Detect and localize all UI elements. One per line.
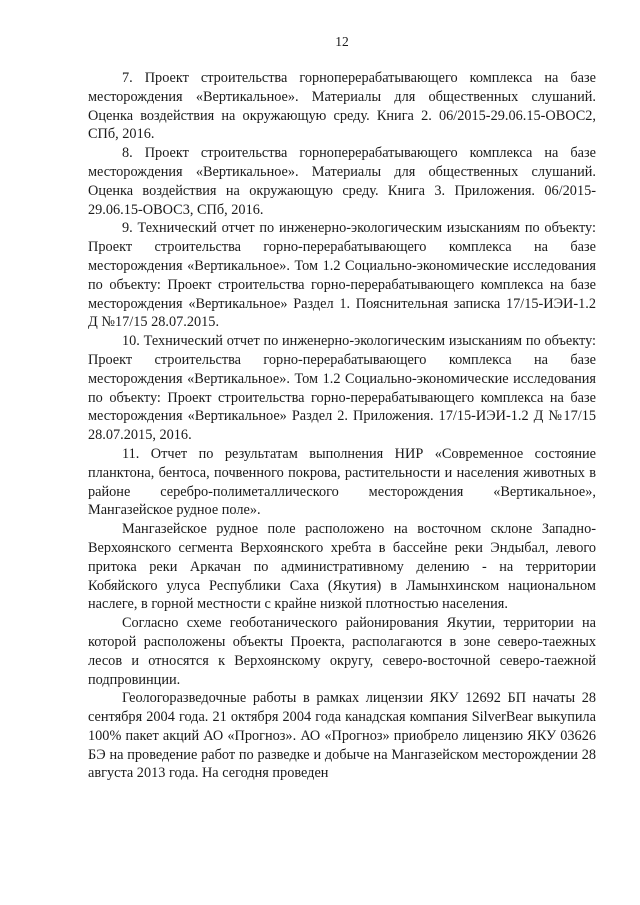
reference-item-9: 9. Технический отчет по инженерно-экологическим изысканиям по объекту: Проект строительства горно-перерабатывающего комплекса на базе месторождения «Вертикальное». Том 1.2 Социально-экономические исследования по объекту: Проект строительства горно-перерабатывающего комплекса на базе месторождения «Вертикальное» Раздел 1. Пояснительная записка 17/15-ИЭИ-1.2 Д №17/15 28.07.2015. <box>88 220 596 331</box>
body-paragraph: Согласно схеме геоботанического районирования Якутии, территории на которой расположены объекты Проекта, располагаются в зоне северо-таежных лесов и относятся к Верхоянскому округу, северо-восточной северо-таежной подпровинции. <box>88 615 596 688</box>
reference-item-10: 10. Технический отчет по инженерно-экологическим изысканиям по объекту: Проект строительства горно-перерабатывающего комплекса на базе месторождения «Вертикальное». Том 1.2 Социально-экономические исследования по объекту: Проект строительства горно-перерабатывающего комплекса на базе месторождения «Вертикальное» Раздел 2. Приложения. 17/15-ИЭИ-1.2 Д №17/15 28.07.2015, 2016. <box>88 333 596 444</box>
reference-item-8: 8. Проект строительства горноперерабатывающего комплекса на базе месторождения «Вертикальное». Материалы для общественных слушаний. Оценка воздействия на окружающую среду. Книга 3. Приложения. 06/2015-29.06.15-ОВОС3, СПб, 2016. <box>88 145 596 218</box>
page-number: 12 <box>335 34 349 49</box>
reference-item-7: 7. Проект строительства горноперерабатывающего комплекса на базе месторождения «Вертикальное». Материалы для общественных слушаний. Оценка воздействия на окружающую среду. Книга 2. 06/2015-29.06.15-ОВОС2, СПб, 2016. <box>88 70 596 143</box>
body-paragraph: Мангазейское рудное поле расположено на восточном склоне Западно-Верхоянского сегмента Верхоянского хребта в бассейне реки Эндыбал, левого притока реки Аркачан по административному делению - на территории Кобяйского улуса Республики Саха (Якутия) в Ламынхинском национальном наслеге, в горной местности с крайне низкой плотностью населения. <box>88 521 596 613</box>
body-paragraph: Геологоразведочные работы в рамках лицензии ЯКУ 12692 БП начаты 28 сентября 2004 года. 21 октября 2004 года канадская компания SilverBear выкупила 100% пакет акций АО «Прогноз». АО «Прогноз» приобрело лицензию ЯКУ 03626 БЭ на проведение работ по разведке и добыче на Мангазейском месторождении 28 августа 2013 года. На сегодня проведен <box>88 690 596 782</box>
reference-item-11: 11. Отчет по результатам выполнения НИР «Современное состояние планктона, бентоса, почвенного покрова, растительности и населения животных в районе серебро-полиметаллического месторождения «Вертикальное», Мангазейское рудное поле». <box>88 445 596 519</box>
